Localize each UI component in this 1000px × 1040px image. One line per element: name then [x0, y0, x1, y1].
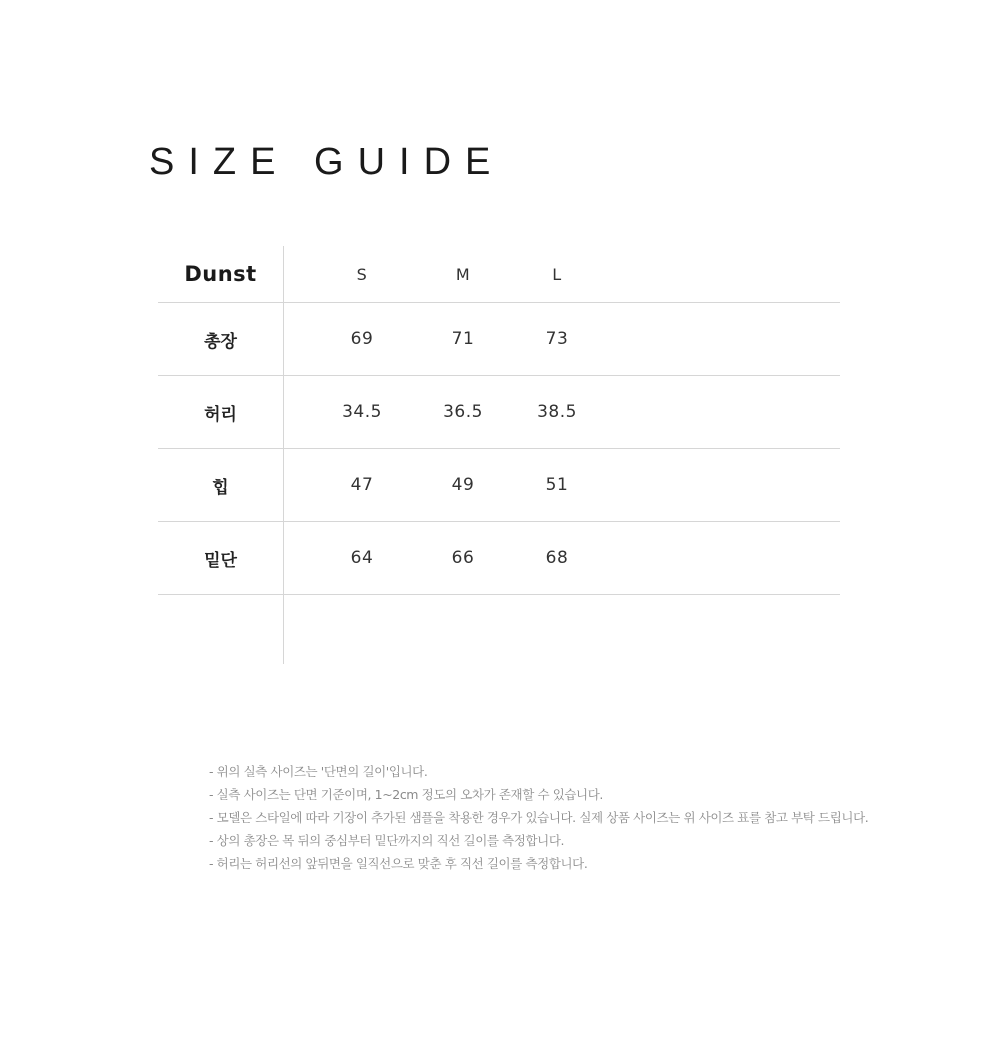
table-header-row	[158, 246, 840, 303]
table-cell: 36.5	[443, 402, 483, 422]
table-row-empty	[158, 595, 840, 667]
size-notes	[209, 762, 869, 877]
size-header-s: S	[356, 264, 368, 284]
row-label: 총장	[204, 331, 237, 352]
note-item: - 모델은 스타일에 따라 기장이 추가된 샘플을 착용한 경우가 있습니다. 실제 상품 사이즈는 위 사이즈 표를 참고 부탁 드립니다.	[209, 810, 869, 825]
row-label: 허리	[204, 404, 237, 425]
size-header-l: L	[552, 264, 562, 284]
note-item: - 위의 실측 사이즈는 '단면의 길이'입니다.	[209, 764, 428, 779]
row-label: 밑단	[204, 550, 237, 571]
table-row-total-length	[158, 303, 840, 376]
table-cell: 51	[545, 475, 569, 495]
table-row-hip	[158, 449, 840, 522]
note-item: - 허리는 허리선의 앞뒤면을 일직선으로 맞춘 후 직선 길이를 측정합니다.	[209, 856, 588, 871]
table-cell: 38.5	[537, 402, 577, 422]
note-item: - 실측 사이즈는 단면 기준이며, 1~2cm 정도의 오차가 존재할 수 있습니다.	[209, 787, 603, 802]
row-label: 힙	[212, 477, 229, 498]
size-header-m: M	[455, 264, 471, 284]
page-title: SIZE GUIDE	[149, 141, 505, 183]
table-cell: 47	[350, 475, 374, 495]
brand-label: Dunst	[184, 262, 257, 286]
size-table	[158, 246, 840, 667]
table-cell: 68	[545, 548, 569, 568]
table-cell: 34.5	[342, 402, 382, 422]
note-item: - 상의 총장은 목 뒤의 중심부터 밑단까지의 직선 길이를 측정합니다.	[209, 833, 565, 848]
table-cell: 69	[350, 329, 374, 349]
table-row-hem	[158, 522, 840, 595]
table-row-waist	[158, 376, 840, 449]
table-cell: 66	[451, 548, 475, 568]
table-cell: 64	[350, 548, 374, 568]
table-cell: 49	[451, 475, 475, 495]
table-cell: 73	[545, 329, 569, 349]
table-cell: 71	[451, 329, 475, 349]
